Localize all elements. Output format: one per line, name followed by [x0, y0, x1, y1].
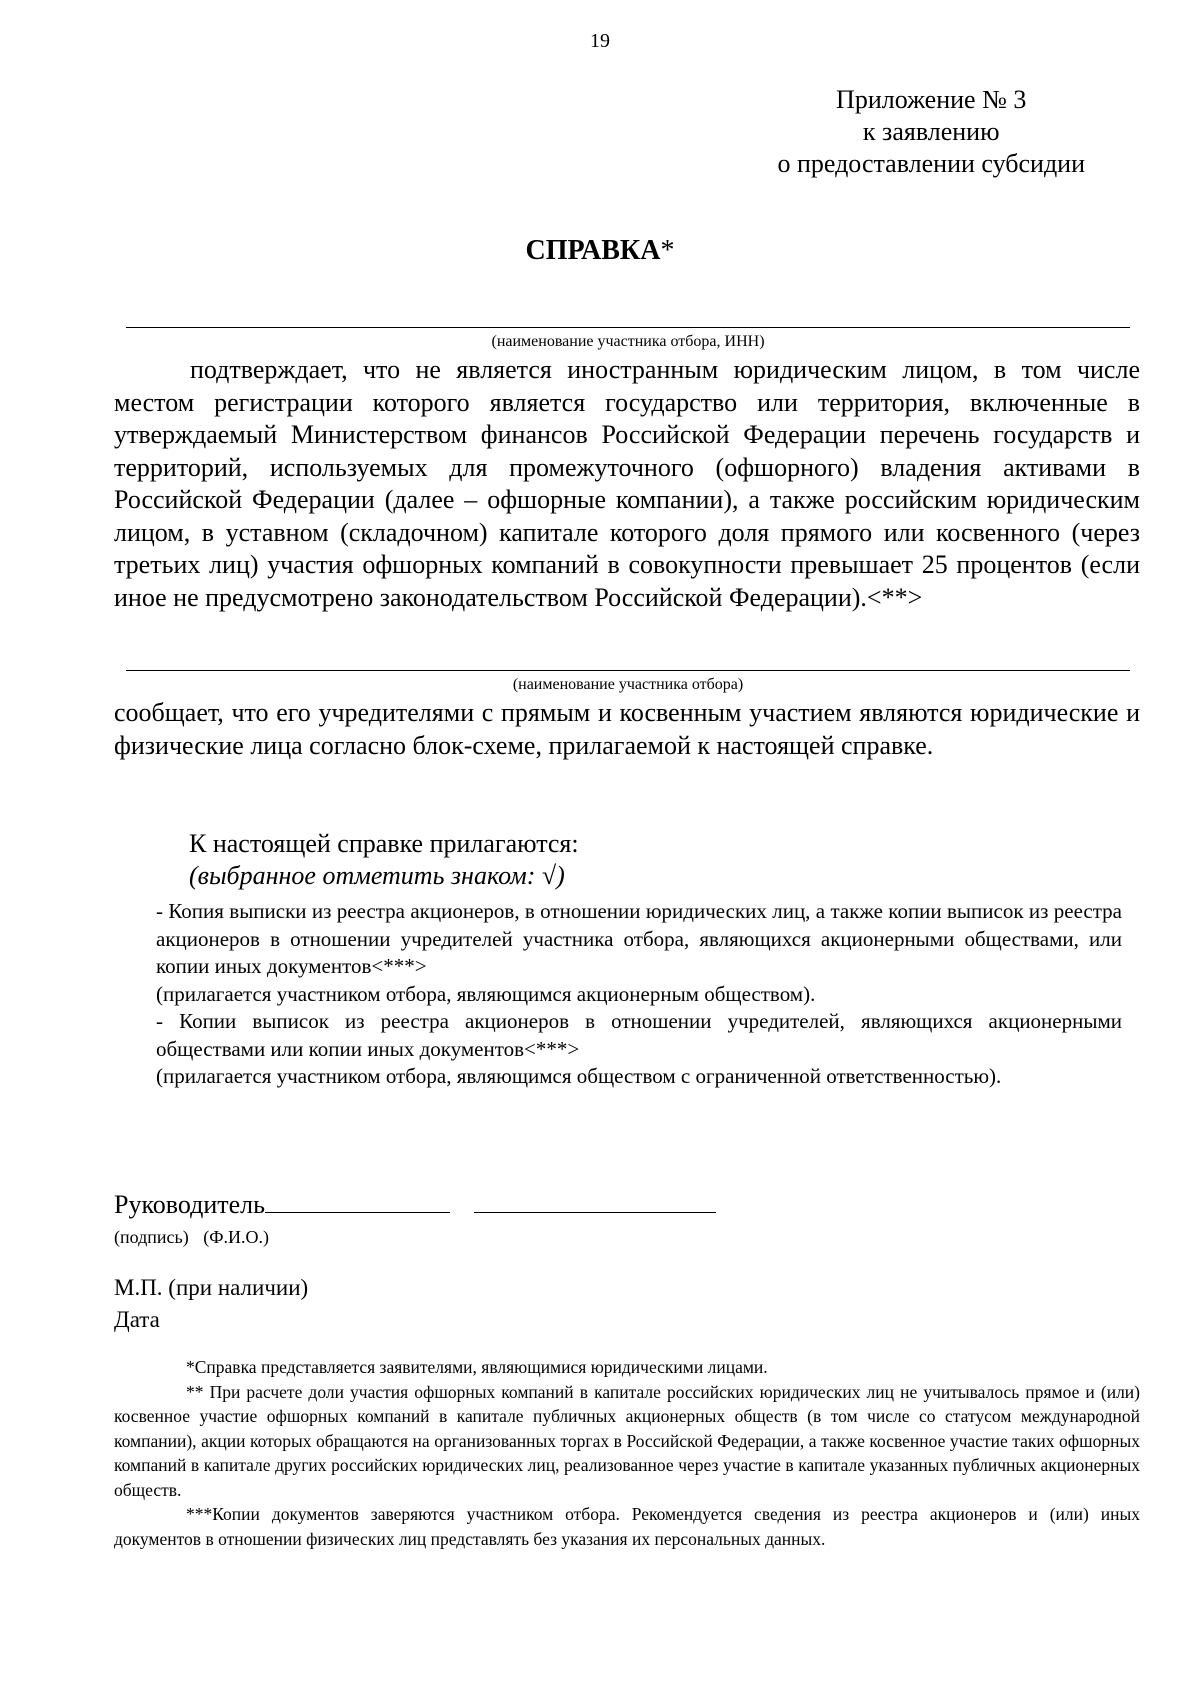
attachments-heading: К настоящей справке прилагаются: — [189, 829, 579, 858]
appendix-header — [777, 84, 1085, 180]
signature-caption-sign: (подпись) — [114, 1227, 189, 1247]
participant-name-line — [126, 670, 1130, 671]
footnote-1: *Справка представляется заявителями, являющимися юридическими лицами. — [186, 1357, 768, 1377]
attachment-item-2: - Копии выписок из реестра акционеров в отношении учредителей, являющихся акционерными обществами или копии иных документов<***> — [156, 1009, 1122, 1061]
participant-name-inn-caption: (наименование участника отбора, ИНН) — [491, 333, 765, 350]
title-text: СПРАВКА — [525, 235, 661, 266]
confirmation-text: подтверждает, что не является иностранным юридическим лицом, в том числе местом регистрации которого является государство или территория, включенные в утверждаемый Министерством финансов Российской Федерации перечень государств и территорий, используемых для промежуточного (офшорного) владения активами в Российской Федерации (далее – офшорные компании), а также российским юридическим лицом, в уставном (складочном) капитале которого доля прямого или косвенного (через третьих лиц) участия офшорных компаний в совокупности превышает 25 процентов (если иное не предусмотрено законодательством Российской Федерации).<**> — [114, 355, 1140, 612]
attachment-item-1-note: (прилагается участником отбора, являющимся акционерным обществом). — [156, 981, 816, 1006]
appendix-line-2: к заявлению — [862, 117, 1000, 146]
footnote-2: ** При расчете доли участия офшорных компаний в капитале российских юридических лиц не учитывалось прямое и (или) косвенное участие офшорных компаний в капитале публичных акционерных обществ (в том числе со статусом международной компании), акции которых обращаются на организованных торгах в Российской Федерации, а также косвенное участие таких офшорных компаний в капитале других российских юридических лиц, реализованное через участие в капитале указанных публичных акционерных обществ. — [114, 1381, 1140, 1500]
footnote-3: ***Копии документов заверяются участником отбора. Рекомендуется сведения из реестра акционеров и (или) иных документов в отношении физических лиц представлять без указания их персональных данных. — [114, 1504, 1140, 1549]
appendix-line-3: о предоставлении субсидии — [777, 149, 1085, 178]
signature-row — [114, 1190, 716, 1220]
attachment-item-2-note: (прилагается участником отбора, являющимся обществом с ограниченной ответственностью). — [156, 1064, 1002, 1088]
attachments-hint: (выбранное отметить знаком: √) — [189, 861, 565, 890]
date-line: Дата — [114, 1307, 160, 1332]
title-footnote-mark: * — [660, 235, 675, 266]
stamp-line: М.П. (при наличии) — [114, 1275, 309, 1300]
signature-caption-name: (Ф.И.О.) — [203, 1227, 269, 1247]
appendix-line-1: Приложение № 3 — [836, 85, 1027, 114]
confirmation-paragraph — [114, 354, 1140, 614]
attachment-item-1: - Копия выписки из реестра акционеров, в отношении юридических лиц, а также копии выписок из реестра акционеров в отношении учредителей участника отбора, являющихся акционерными обществами, или копии иных документов<***> — [156, 899, 1122, 978]
signature-label: Руководитель — [114, 1190, 265, 1219]
signature-line — [265, 1194, 450, 1213]
page-number: 19 — [590, 30, 610, 52]
participant-name-caption: (наименование участника отбора) — [512, 676, 744, 693]
founders-paragraph: сообщает, что его учредителями с прямым и косвенным участием являются юридические и физические лица согласно блок-схеме, прилагаемой к настоящей справке. — [114, 698, 1140, 760]
document-title — [0, 235, 1200, 267]
full-name-line — [474, 1194, 716, 1213]
participant-name-inn-line — [126, 327, 1130, 328]
signature-caption — [114, 1227, 269, 1248]
stamp-block — [114, 1272, 308, 1336]
attachments-list — [156, 898, 1122, 1091]
footnotes — [114, 1355, 1140, 1551]
